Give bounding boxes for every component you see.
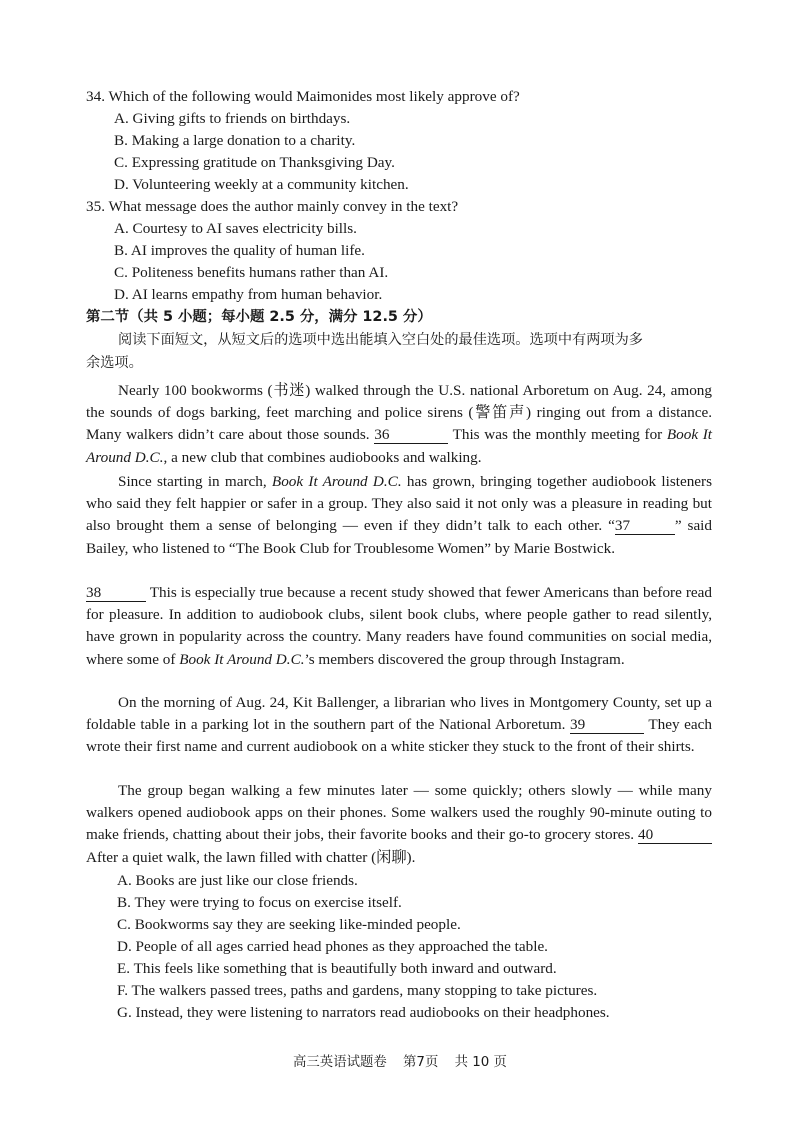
section-instructions-line2: 余选项。	[86, 355, 143, 371]
passage-paragraph-1	[86, 380, 712, 469]
choice-a: A. Books are just like our close friends.	[117, 872, 358, 889]
passage-paragraph-5	[86, 780, 712, 869]
question-35-option-c: C. Politeness benefits humans rather than AI.	[114, 264, 389, 281]
question-35-stem: 35. What message does the author mainly convey in the text?	[86, 198, 459, 215]
question-35-option-b: B. AI improves the quality of human life.	[114, 242, 365, 259]
blank-38[interactable]: 38	[86, 584, 146, 602]
paragraph-3-text-b: ’s members discovered the group through Instagram.	[304, 650, 625, 668]
paragraph-2-text-a: Since starting in march,	[118, 473, 267, 490]
question-34-option-d: D. Volunteering weekly at a community kitchen.	[114, 176, 409, 193]
choice-g: G. Instead, they were listening to narrators read audiobooks on their headphones.	[117, 1004, 610, 1021]
choice-c: C. Bookworms say they are seeking like-minded people.	[117, 916, 461, 933]
paragraph-3-text-a: This is especially true because a recent study showed that fewer Americans than before read for pleasure. In addition to audiobook clubs, silent book clubs, where people gather to read silently, have grown in popularity across the country. Many readers have found communities on social media, where some of	[86, 584, 712, 668]
club-name: Book It Around D.C.	[271, 473, 402, 490]
blank-39[interactable]: 39	[570, 716, 644, 734]
blank-36[interactable]: 36	[374, 426, 448, 444]
question-35-option-a: A. Courtesy to AI saves electricity bills.	[114, 220, 357, 237]
paragraph-2-text-c: ” said Bailey, who listened to “The Book Club for Troublesome Women” by Marie Bostwick.	[86, 517, 712, 557]
footer-total-pages: 共 10 页	[454, 1055, 507, 1070]
paragraph-4-text-a: On the morning of Aug. 24, Kit Ballenger, a librarian who lives in Montgomery County, set up a foldable table in a parking lot in the southern part of the National Arboretum.	[86, 694, 712, 734]
question-35-option-d: D. AI learns empathy from human behavior.	[114, 286, 383, 303]
section-heading: 第二节（共 5 小题；每小题 2.5 分，满分 12.5 分）	[86, 309, 432, 325]
page-footer	[0, 1051, 800, 1070]
question-34-option-c: C. Expressing gratitude on Thanksgiving Day.	[114, 154, 395, 171]
paragraph-5-text-b: After a quiet walk, the lawn filled with chatter (闲聊).	[86, 848, 416, 866]
paragraph-4-text-b: They each wrote their first name and current audiobook on a white sticker they stuck to the front of their shirts.	[86, 716, 712, 756]
paragraph-1-text-a: Nearly 100 bookworms (书迷) walked through the U.S. national Arboretum on Aug. 24, among the sounds of dogs barking, feet marching and police sirens (警笛声) ringing out from a distance. Many walkers didn’t care about those sounds.	[86, 382, 712, 444]
blank-37[interactable]: 37	[615, 517, 675, 535]
blank-40[interactable]: 40	[638, 826, 712, 844]
footer-title: 高三英语试题卷	[293, 1055, 387, 1070]
paragraph-5-text-a: The group began walking a few minutes later — some quickly; others slowly — while many walkers opened audiobook apps on their phones. Some walkers used the roughly 90-minute outing to make friends, chatting about their jobs, their favorite books and their go-to grocery stores.	[86, 782, 712, 844]
choice-f: F. The walkers passed trees, paths and gardens, many stopping to take pictures.	[117, 982, 598, 999]
question-34-option-a: A. Giving gifts to friends on birthdays.	[114, 110, 351, 127]
paragraph-1-text-c: , a new club that combines audiobooks and walking.	[163, 448, 482, 466]
paragraph-2-text-b: has grown, bringing together audiobook listeners who said they felt happier or safer in a group. They also said it not only was a pleasure in reading but also brought them a sense of belonging — even if they didn’t talk to each other. “	[86, 473, 713, 535]
passage-paragraph-2	[86, 471, 712, 560]
footer-page-number: 第7页	[403, 1055, 439, 1070]
question-34-option-b: B. Making a large donation to a charity.	[114, 132, 356, 149]
club-name: Book It Around D.C.	[179, 650, 305, 668]
choice-d: D. People of all ages carried head phones as they approached the table.	[117, 938, 548, 955]
club-name: Book It Around D.C.	[86, 426, 712, 466]
passage-paragraph-4	[86, 692, 712, 759]
paragraph-1-text-b: This was the monthly meeting for	[452, 426, 663, 444]
choice-b: B. They were trying to focus on exercise itself.	[117, 894, 402, 911]
passage-paragraph-3	[86, 582, 712, 671]
question-34-stem: 34. Which of the following would Maimonides most likely approve of?	[86, 88, 520, 105]
section-instructions-line1: 阅读下面短文，从短文后的选项中选出能填入空白处的最佳选项。选项中有两项为多	[118, 332, 643, 348]
choice-e: E. This feels like something that is beautifully both inward and outward.	[117, 960, 557, 977]
